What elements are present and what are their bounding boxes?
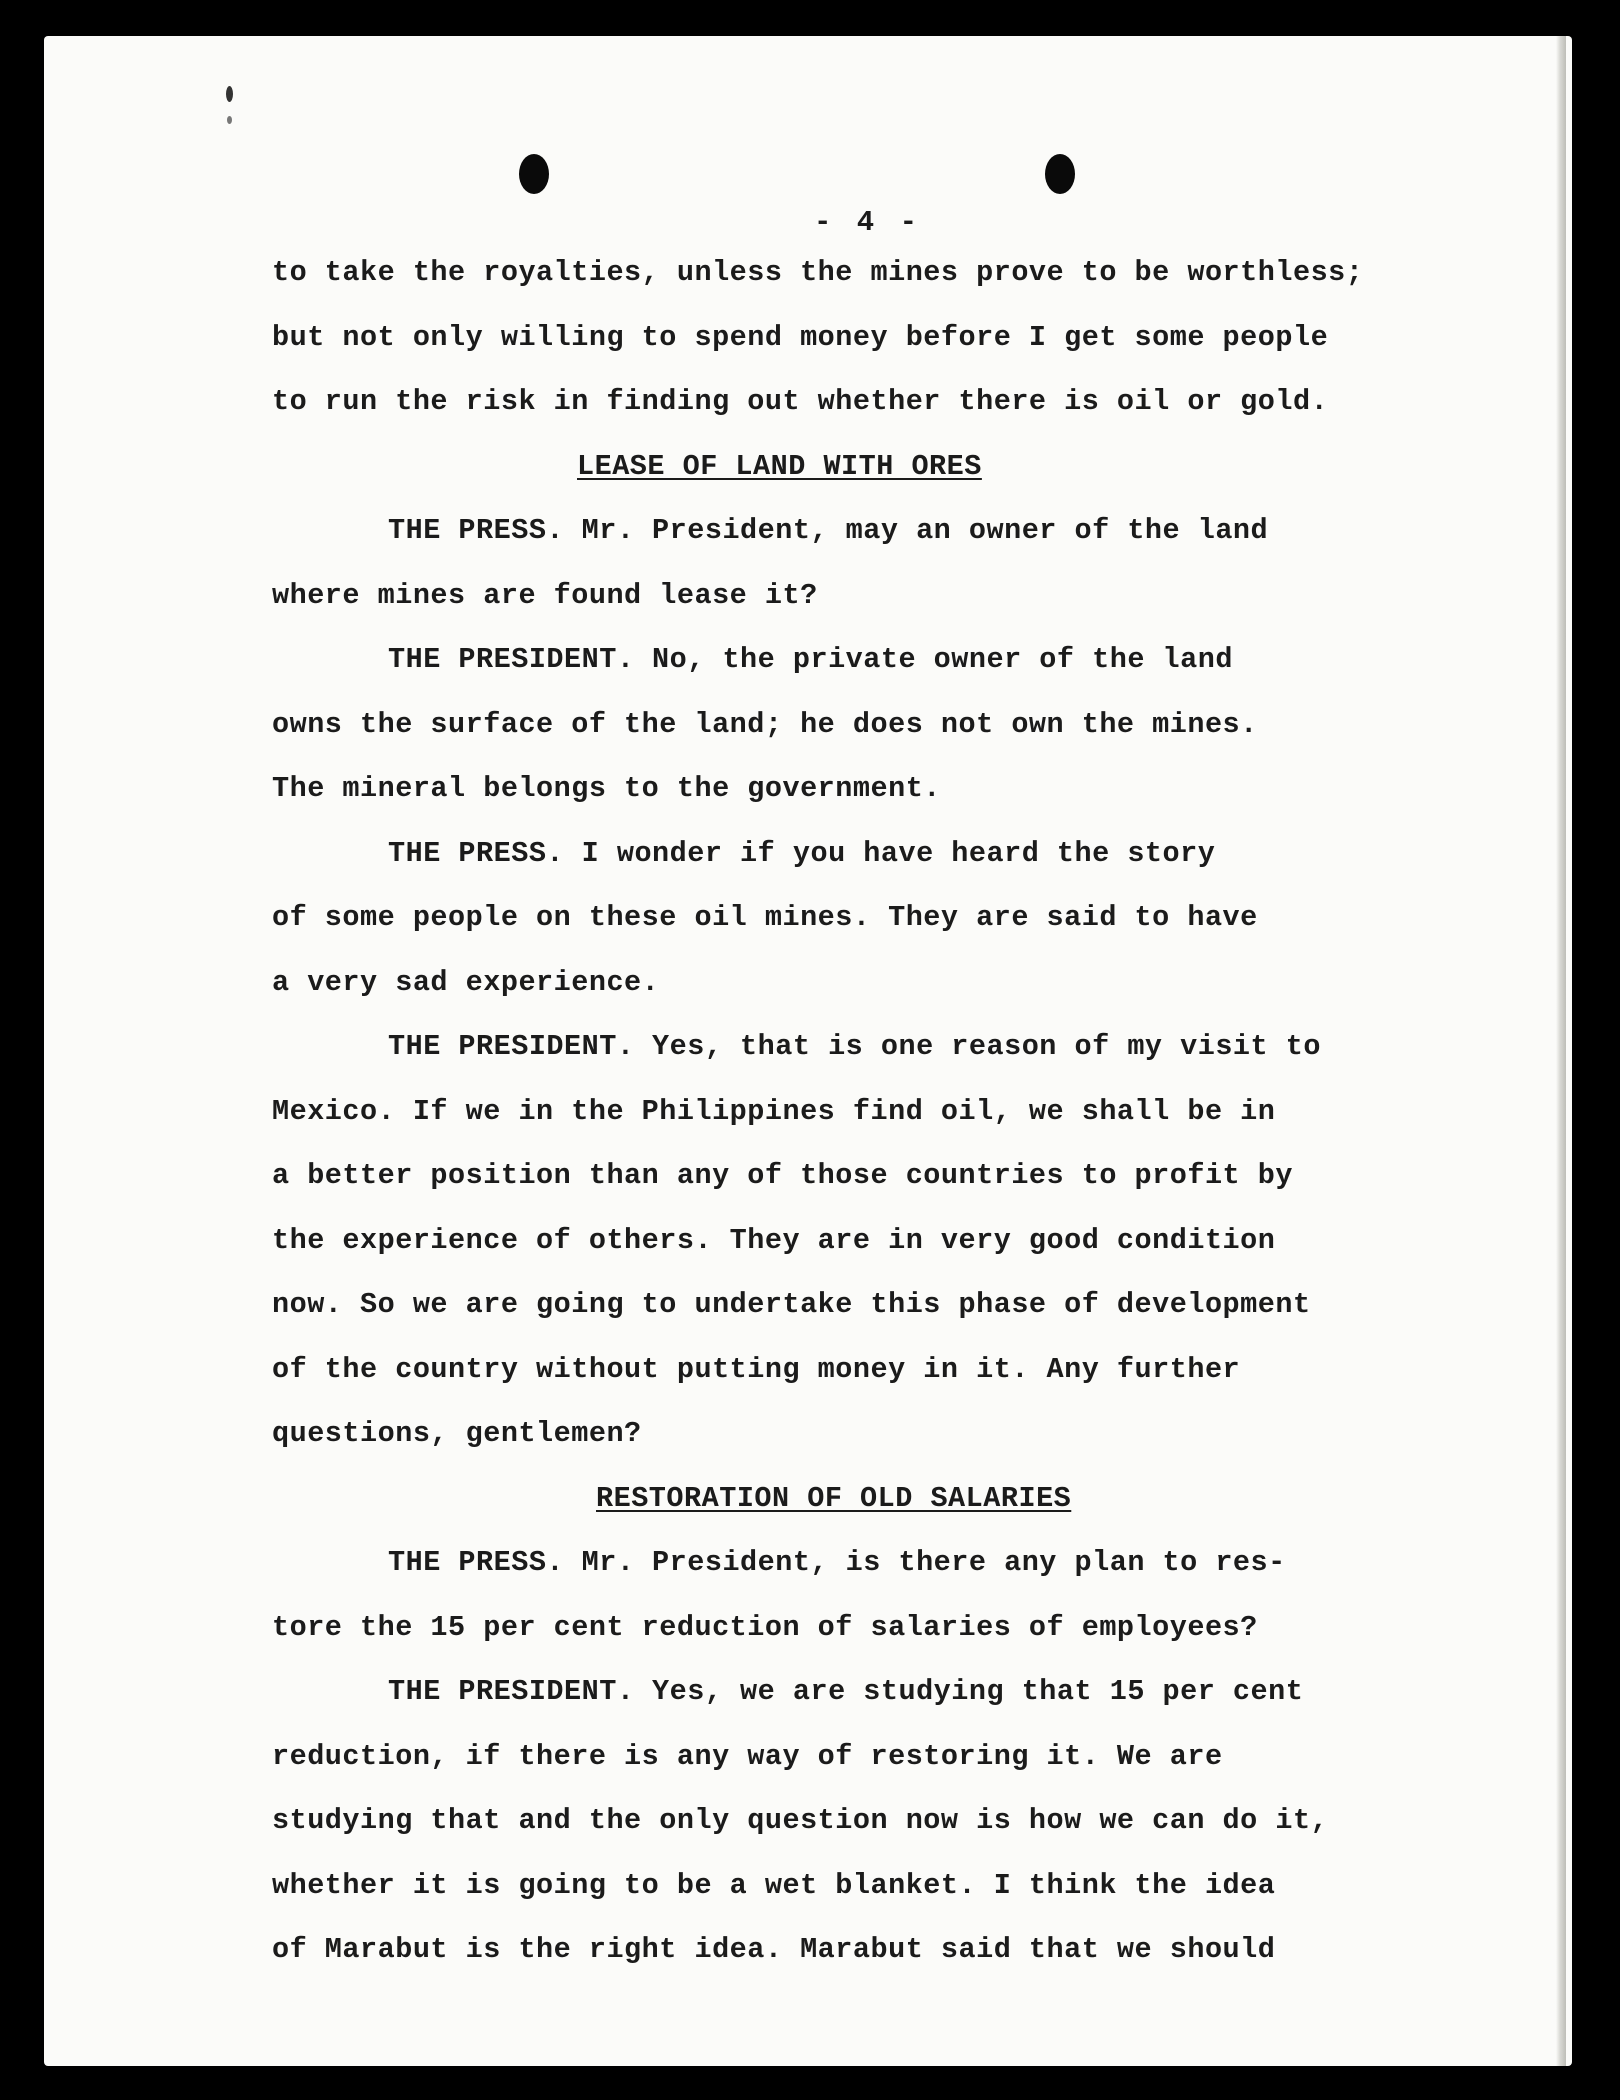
text-line: where mines are found lease it? [272,578,818,612]
text-line: studying that and the only question now is how we can do it, [272,1804,1329,1837]
text-line: whether it is going to be a wet blanket. I think the idea [272,1868,1276,1902]
page-edge-shadow [1556,36,1566,2066]
text-line: tore the 15 per cent reduction of salaries of employees? [272,1610,1258,1644]
section-heading-lease-of-land: LEASE OF LAND WITH ORES [577,449,982,483]
text-line: owns the surface of the land; he does not own the mines. [272,707,1258,741]
text-line: to take the royalties, unless the mines prove to be worthless; [272,256,1364,289]
transcript-body [272,241,1522,1983]
text-line: of Marabut is the right idea. Marabut said that we should [272,1933,1276,1966]
ink-speck [226,86,233,102]
text-line: THE PRESS. Mr. President, may an owner of the land [388,514,1269,547]
text-line: reduction, if there is any way of restoring it. We are [272,1739,1223,1773]
text-line: THE PRESIDENT. Yes, we are studying that 15 per cent [388,1675,1304,1708]
page-number: - 4 - [814,206,922,239]
text-line: to run the risk in finding out whether there is oil or gold. [272,385,1329,418]
text-line: Mexico. If we in the Philippines find oil, we shall be in [272,1094,1276,1128]
text-line: THE PRESIDENT. Yes, that is one reason of my visit to [388,1030,1321,1063]
text-line: but not only willing to spend money before I get some people [272,320,1329,354]
document-page [44,36,1572,2066]
text-line: THE PRESS. Mr. President, is there any plan to res- [388,1546,1286,1579]
text-line: the experience of others. They are in very good condition [272,1223,1276,1257]
punch-hole-left [519,154,549,194]
ink-speck [227,116,232,124]
text-line: THE PRESS. I wonder if you have heard the story [388,836,1216,870]
text-line: The mineral belongs to the government. [272,772,941,805]
punch-hole-right [1045,154,1075,194]
text-line: now. So we are going to undertake this phase of development [272,1288,1311,1321]
text-line: a very sad experience. [272,965,660,999]
text-line: a better position than any of those countries to profit by [272,1159,1293,1192]
text-line: questions, gentlemen? [272,1417,642,1450]
text-line: THE PRESIDENT. No, the private owner of the land [388,643,1233,676]
text-line: of the country without putting money in it. Any further [272,1352,1241,1386]
text-line: of some people on these oil mines. They are said to have [272,901,1258,934]
section-heading-restoration-of-old-salaries: RESTORATION OF OLD SALARIES [596,1481,1072,1515]
